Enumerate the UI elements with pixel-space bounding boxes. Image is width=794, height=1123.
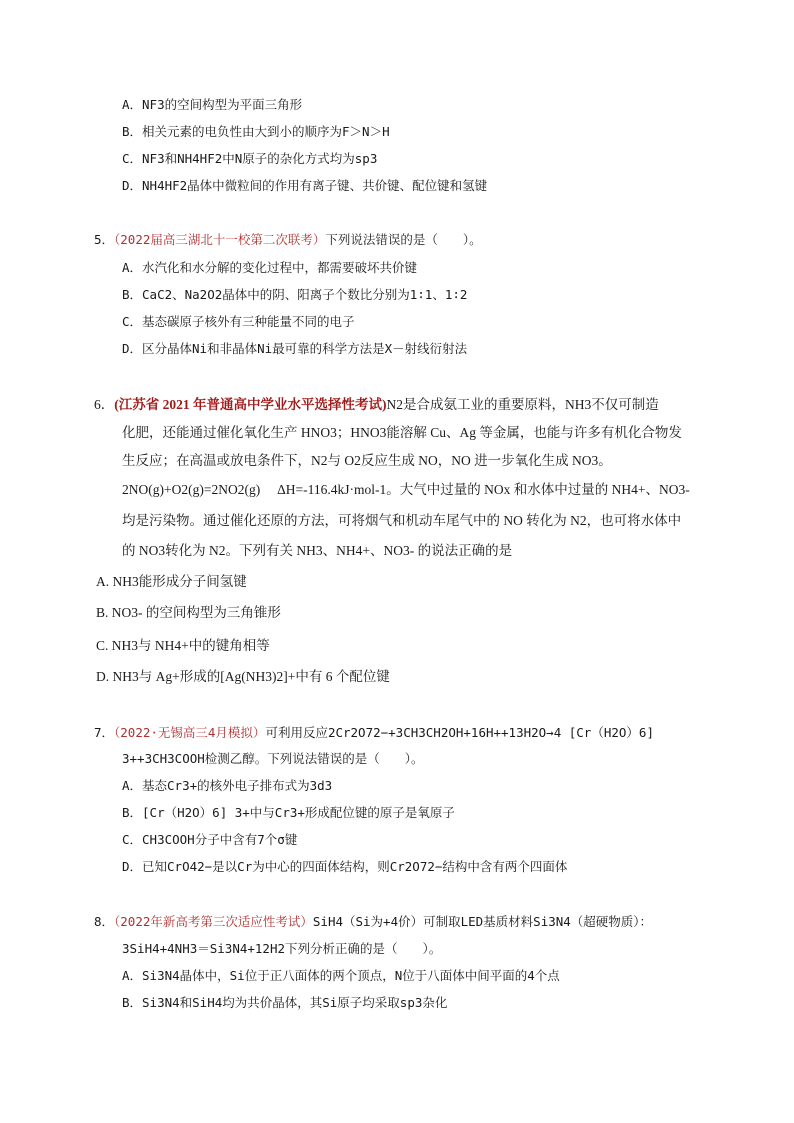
q5-option-c: C．基态碳原子核外有三种能量不同的电子: [122, 314, 355, 329]
q4-option-b: B．相关元素的电负性由大到小的顺序为F＞N＞H: [122, 124, 390, 139]
q6-line-2: 化肥，还能通过催化氧化生产 HNO3；HNO3能溶解 Cu、Ag 等金属，也能与许多有机化合物发: [122, 425, 682, 440]
q4-option-d: D．NH4HF2晶体中微粒间的作用有离子键、共价键、配位键和氢键: [122, 178, 488, 193]
q5-option-a: A．水汽化和水分解的变化过程中，都需要破坏共价键: [122, 260, 418, 275]
q6-line-3: 生反应；在高温或放电条件下，N2与 O2反应生成 NO，NO 进一步氧化生成 NO3。: [122, 453, 612, 468]
q7-stem-line-2: 3++3CH3COOH检测乙醇。下列说法错误的是（ ）。: [122, 751, 424, 766]
q8-stem-line-2: 3SiH4+4NH3＝Si3N4+12H2下列分析正确的是（ ）。: [122, 941, 442, 956]
q7-source: （2022·无锡高三4月模拟）: [114, 725, 266, 740]
q7-option-a: A．基态Cr3+的核外电子排布式为3d3: [122, 778, 333, 793]
q7-option-c: C．CH3COOH分子中含有7个σ键: [122, 832, 298, 847]
q5-option-d: D．区分晶体Ni和非晶体Ni最可靠的科学方法是X－射线衍射法: [122, 341, 468, 356]
q6-number: 6．: [94, 397, 115, 412]
q7-option-b: B．[Cr（H2O）6] 3+中与Cr3+形成配位键的原子是氧原子: [122, 805, 455, 820]
q8-stem-line-1: SiH4（Si为+4价）可制取LED基质材料Si3N4（超硬物质）：: [312, 914, 653, 929]
q6-line-1: N2是合成氨工业的重要原料，NH3不仅可制造: [386, 397, 659, 412]
q7-stem-line-1: 可利用反应2Cr2O72−+3CH3CH2OH+16H++13H2O→4 [Cr（H2O）6]: [265, 725, 654, 740]
q7-option-d: D．已知CrO42−是以Cr为中心的四面体结构，则Cr2O72−结构中含有两个四面体: [122, 859, 568, 874]
q5-number: 5．: [94, 232, 115, 247]
q5-header: [94, 230, 482, 250]
q6-line-4: 2NO(g)+O2(g)=2NO2(g) ΔH=-116.4kJ·mol-1。大气中过量的 NOx 和水体中过量的 NH4+、NO3-: [122, 482, 690, 497]
q6-option-b: B. NO3- 的空间构型为三角锥形: [96, 605, 281, 620]
q6-header: [94, 395, 659, 415]
q5-option-b: B．CaC2、Na2O2晶体中的阴、阳离子个数比分别为1∶1、1∶2: [122, 287, 468, 302]
q4-option-c: C．NF3和NH4HF2中N原子的杂化方式均为sp3: [122, 151, 378, 166]
q7-number: 7．: [94, 725, 115, 740]
q8-header: [94, 912, 652, 932]
q6-option-a: A. NH3能形成分子间氢键: [96, 574, 247, 589]
q6-source: (江苏省 2021 年普通高中学业水平选择性考试): [114, 397, 387, 412]
q6-option-c: C. NH3与 NH4+中的键角相等: [96, 638, 270, 653]
q7-header: [94, 723, 654, 743]
q6-option-d: D. NH3与 Ag+形成的[Ag(NH3)2]+中有 6 个配位键: [96, 669, 390, 684]
q8-option-a: A．Si3N4晶体中，Si位于正八面体的两个顶点，N位于八面体中间平面的4个点: [122, 968, 560, 983]
q6-line-5: 均是污染物。通过催化还原的方法，可将烟气和机动车尾气中的 NO 转化为 N2，也可将水体中: [122, 513, 682, 528]
q8-option-b: B．Si3N4和SiH4均为共价晶体，其Si原子均采取sp3杂化: [122, 995, 448, 1010]
q8-source: （2022年新高考第三次适应性考试）: [114, 914, 313, 929]
q4-option-a: A．NF3的空间构型为平面三角形: [122, 97, 303, 112]
q6-line-6: 的 NO3转化为 N2。下列有关 NH3、NH4+、NO3- 的说法正确的是: [122, 543, 513, 558]
q5-stem: 下列说法错误的是（ ）。: [325, 232, 482, 247]
q5-source: （2022届高三湖北十一校第二次联考）: [114, 232, 326, 247]
q8-number: 8．: [94, 914, 115, 929]
